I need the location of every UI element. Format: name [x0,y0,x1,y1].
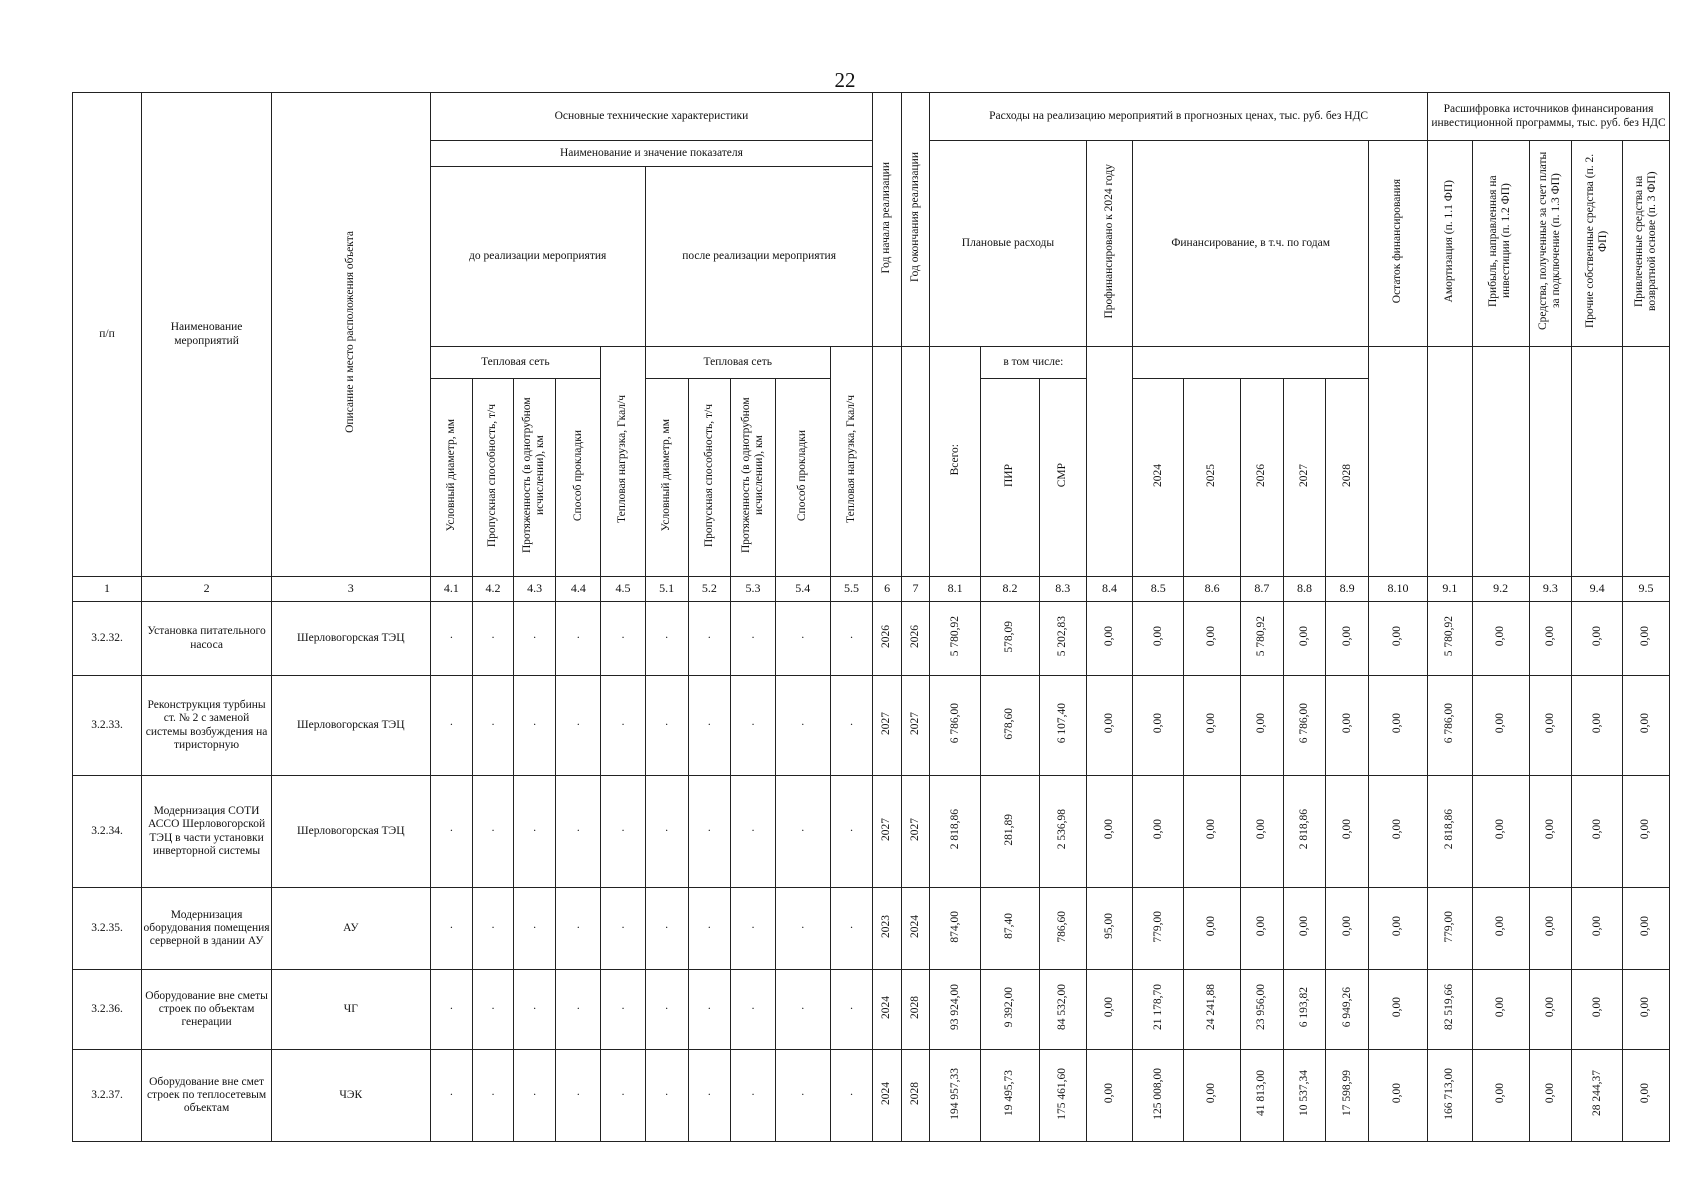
year-2028-cell: 17 598,99 [1326,1050,1369,1142]
start-year-cell: 2027 [873,676,901,776]
year-2025-header: 2025 [1184,379,1241,577]
year-2024-header: 2024 [1133,379,1184,577]
end-year-cell: 2026 [901,602,929,676]
year-2025-cell: 0,00 [1184,888,1241,970]
prefinanced-cell: 0,00 [1086,970,1133,1050]
pir-cell: 578,09 [981,602,1040,676]
object-location: ЧЭК [272,1050,430,1142]
empty-indicator: · [688,888,731,970]
year-2026-cell: 0,00 [1241,776,1284,888]
empty-indicator: · [775,602,830,676]
remaining-blank [1368,347,1427,577]
profit-cell: 0,00 [1472,888,1529,970]
year-2028-header: 2028 [1326,379,1369,577]
index-cell: 4.4 [556,577,601,602]
start-year-cell: 2023 [873,888,901,970]
empty-indicator: · [775,676,830,776]
empty-indicator: · [688,602,731,676]
index-cell: 8.3 [1039,577,1086,602]
measure-name: Установка питательного насоса [142,602,272,676]
table-row [73,1050,1670,1142]
index-cell: 9.2 [1472,577,1529,602]
index-cell: 8.5 [1133,577,1184,602]
own-header: Прочие собственные средства (п. 2. ФП) [1572,141,1623,347]
year-2025-cell: 0,00 [1184,776,1241,888]
pir-header: ПИР [981,379,1040,577]
table-row [73,776,1670,888]
index-cell: 5.2 [688,577,731,602]
empty-indicator: · [830,888,873,970]
remaining-cell: 0,00 [1368,970,1427,1050]
index-cell: 8.6 [1184,577,1241,602]
funding-header: Расшифровка источников финансирования инвестиционной программы, тыс. руб. без НДС [1428,93,1670,141]
amort-cell: 2 818,86 [1428,776,1473,888]
total-cell: 194 957,33 [930,1050,981,1142]
own-cell: 28 244,37 [1572,1050,1623,1142]
empty-indicator: · [556,602,601,676]
fees-cell: 0,00 [1529,1050,1572,1142]
total-cell: 5 780,92 [930,602,981,676]
length-before-header: Протяженность (в однотрубном исчислении), км [513,379,556,577]
prefinanced-cell: 0,00 [1086,676,1133,776]
empty-indicator: · [556,776,601,888]
empty-indicator: · [645,776,688,888]
col-desc-header: Описание и место расположения объекта [272,93,430,577]
amort-cell: 5 780,92 [1428,602,1473,676]
year-2028-cell: 0,00 [1326,602,1369,676]
measure-name: Модернизация оборудования помещения серверной в здании АУ [142,888,272,970]
empty-indicator: · [556,1050,601,1142]
investment-program-table [72,92,1670,1142]
index-cell: 9.5 [1623,577,1670,602]
pir-cell: 19 495,73 [981,1050,1040,1142]
object-location: АУ [272,888,430,970]
year-end-header: Год окончания реализации [901,93,929,347]
index-cell: 5.5 [830,577,873,602]
own-cell: 0,00 [1572,776,1623,888]
empty-indicator: · [473,676,514,776]
col-num-header: п/п [73,93,142,577]
before-header: до реализации мероприятия [430,167,645,347]
profit-cell: 0,00 [1472,676,1529,776]
year-2026-cell: 0,00 [1241,676,1284,776]
capacity-before-header: Пропускная способность, т/ч [473,379,514,577]
year-2024-cell: 125 008,00 [1133,1050,1184,1142]
empty-indicator: · [688,1050,731,1142]
empty-indicator: · [775,1050,830,1142]
year-2026-cell: 5 780,92 [1241,602,1284,676]
empty-indicator: · [513,888,556,970]
object-location: Шерловогорская ТЭЦ [272,602,430,676]
remaining-cell: 0,00 [1368,1050,1427,1142]
empty-indicator: · [473,602,514,676]
prefinanced-cell: 0,00 [1086,602,1133,676]
index-cell: 8.1 [930,577,981,602]
including-header: в том числе: [981,347,1087,379]
index-cell: 8.8 [1283,577,1326,602]
year-2028-cell: 0,00 [1326,776,1369,888]
smr-cell: 2 536,98 [1039,776,1086,888]
prefinanced-cell: 0,00 [1086,1050,1133,1142]
borrowed-cell: 0,00 [1623,676,1670,776]
smr-cell: 5 202,83 [1039,602,1086,676]
year-2024-cell: 0,00 [1133,776,1184,888]
method-before-header: Способ прокладки [556,379,601,577]
empty-indicator: · [645,1050,688,1142]
end-year-cell: 2028 [901,1050,929,1142]
index-cell: 4.3 [513,577,556,602]
tech-char-header: Основные технические характеристики [430,93,873,141]
empty-indicator: · [601,676,646,776]
capacity-after-header: Пропускная способность, т/ч [688,379,731,577]
amort-blank [1428,347,1473,577]
fees-blank [1529,347,1572,577]
row-number: 3.2.35. [73,888,142,970]
year-2028-cell: 0,00 [1326,676,1369,776]
heat-net-before-header: Тепловая сеть [430,347,601,379]
remaining-cell: 0,00 [1368,776,1427,888]
prefinanced-header: Профинансировано к 2024 году [1086,141,1133,347]
index-cell: 9.1 [1428,577,1473,602]
amort-header: Амортизация (п. 1.1 ФП) [1428,141,1473,347]
borrowed-header: Привлеченные средства на возвратной основе (п. 3 ФП) [1623,141,1670,347]
end-year-cell: 2027 [901,776,929,888]
empty-indicator: · [731,602,776,676]
year-2027-header: 2027 [1283,379,1326,577]
start-year-cell: 2024 [873,970,901,1050]
empty-indicator: · [731,776,776,888]
total-cell: 874,00 [930,888,981,970]
year-2025-cell: 0,00 [1184,676,1241,776]
load-after-header: Тепловая нагрузка, Гкал/ч [830,347,873,577]
empty-indicator: · [601,888,646,970]
empty-indicator: · [430,676,473,776]
table-row [73,970,1670,1050]
index-cell: 8.2 [981,577,1040,602]
empty-indicator: · [513,776,556,888]
fees-cell: 0,00 [1529,602,1572,676]
empty-indicator: · [731,970,776,1050]
empty-indicator: · [513,1050,556,1142]
index-cell: 4.5 [601,577,646,602]
index-cell: 7 [901,577,929,602]
year-2026-cell: 41 813,00 [1241,1050,1284,1142]
profit-cell: 0,00 [1472,602,1529,676]
pir-cell: 678,60 [981,676,1040,776]
year-2027-cell: 2 818,86 [1283,776,1326,888]
object-location: ЧГ [272,970,430,1050]
empty-indicator: · [556,970,601,1050]
empty-indicator: · [775,970,830,1050]
amort-cell: 82 519,66 [1428,970,1473,1050]
empty-indicator: · [830,676,873,776]
index-cell: 6 [873,577,901,602]
start-year-cell: 2024 [873,1050,901,1142]
empty-indicator: · [645,602,688,676]
profit-header: Прибыль, направленная на инвестиции (п. 1.2 ФП) [1472,141,1529,347]
row-number: 3.2.37. [73,1050,142,1142]
fees-cell: 0,00 [1529,676,1572,776]
row-number: 3.2.34. [73,776,142,888]
fees-cell: 0,00 [1529,970,1572,1050]
col-name-header: Наименование мероприятий [142,93,272,577]
empty-indicator: · [601,970,646,1050]
year-2025-cell: 0,00 [1184,1050,1241,1142]
table-row [73,888,1670,970]
total-header: Всего: [930,347,981,577]
year-2025-cell: 0,00 [1184,602,1241,676]
empty-indicator: · [830,776,873,888]
empty-indicator: · [430,1050,473,1142]
index-cell: 2 [142,577,272,602]
measure-name: Оборудование вне смет строек по теплосетевым объектам [142,1050,272,1142]
empty-indicator: · [830,1050,873,1142]
object-location: Шерловогорская ТЭЦ [272,776,430,888]
borrowed-cell: 0,00 [1623,602,1670,676]
smr-cell: 175 461,60 [1039,1050,1086,1142]
amort-cell: 6 786,00 [1428,676,1473,776]
year-2027-cell: 0,00 [1283,602,1326,676]
row-number: 3.2.33. [73,676,142,776]
empty-indicator: · [473,776,514,888]
smr-header: СМР [1039,379,1086,577]
profit-cell: 0,00 [1472,970,1529,1050]
own-cell: 0,00 [1572,970,1623,1050]
measure-name: Модернизация СОТИ АССО Шерловогорской ТЭЦ в части установки инверторной системы [142,776,272,888]
empty-indicator: · [645,888,688,970]
own-cell: 0,00 [1572,676,1623,776]
smr-cell: 786,60 [1039,888,1086,970]
diam-after-header: Условный диаметр, мм [645,379,688,577]
empty-indicator: · [513,676,556,776]
empty-indicator: · [688,970,731,1050]
page-number: 22 [834,68,856,92]
index-cell: 8.7 [1241,577,1284,602]
own-cell: 0,00 [1572,888,1623,970]
year-2027-cell: 0,00 [1283,888,1326,970]
after-header: после реализации мероприятия [645,167,873,347]
year-2026-header: 2026 [1241,379,1284,577]
total-cell: 6 786,00 [930,676,981,776]
index-cell: 3 [272,577,430,602]
empty-indicator: · [601,1050,646,1142]
year-start-header: Год начала реализации [873,93,901,347]
remaining-cell: 0,00 [1368,676,1427,776]
prefinanced-blank [1086,347,1133,577]
year-2024-cell: 779,00 [1133,888,1184,970]
heat-net-after-header: Тепловая сеть [645,347,830,379]
remaining-cell: 0,00 [1368,602,1427,676]
pir-cell: 87,40 [981,888,1040,970]
year-2026-cell: 0,00 [1241,888,1284,970]
year-2027-cell: 6 786,00 [1283,676,1326,776]
pir-cell: 281,89 [981,776,1040,888]
index-cell: 8.4 [1086,577,1133,602]
empty-indicator: · [731,888,776,970]
expenses-header: Расходы на реализацию мероприятий в прогнозных ценах, тыс. руб. без НДС [930,93,1428,141]
year-end-blank [901,347,929,577]
object-location: Шерловогорская ТЭЦ [272,676,430,776]
year-2025-cell: 24 241,88 [1184,970,1241,1050]
empty-indicator: · [688,676,731,776]
empty-indicator: · [830,970,873,1050]
fees-header: Средства, полученные за счет платы за подключение (п. 1.3 ФП) [1529,141,1572,347]
total-cell: 93 924,00 [930,970,981,1050]
amort-cell: 779,00 [1428,888,1473,970]
start-year-cell: 2027 [873,776,901,888]
empty-indicator: · [601,776,646,888]
remaining-header: Остаток финансирования [1368,141,1427,347]
empty-indicator: · [830,602,873,676]
empty-indicator: · [473,970,514,1050]
empty-indicator: · [556,888,601,970]
end-year-cell: 2027 [901,676,929,776]
empty-indicator: · [775,776,830,888]
smr-cell: 84 532,00 [1039,970,1086,1050]
empty-indicator: · [601,602,646,676]
borrowed-cell: 0,00 [1623,888,1670,970]
load-before-header: Тепловая нагрузка, Гкал/ч [601,347,646,577]
empty-indicator: · [731,1050,776,1142]
smr-cell: 6 107,40 [1039,676,1086,776]
empty-indicator: · [473,1050,514,1142]
length-after-header: Протяженность (в однотрубном исчислении), км [731,379,776,577]
index-cell: 9.4 [1572,577,1623,602]
profit-cell: 0,00 [1472,776,1529,888]
table-row [73,602,1670,676]
start-year-cell: 2026 [873,602,901,676]
diam-before-header: Условный диаметр, мм [430,379,473,577]
fees-cell: 0,00 [1529,776,1572,888]
index-cell: 5.1 [645,577,688,602]
year-2028-cell: 6 949,26 [1326,970,1369,1050]
end-year-cell: 2028 [901,970,929,1050]
measure-name: Реконструкция турбины ст. № 2 с заменой системы возбуждения на тиристорную [142,676,272,776]
year-start-blank [873,347,901,577]
planned-header: Плановые расходы [930,141,1086,347]
borrowed-blank [1623,347,1670,577]
year-2028-cell: 0,00 [1326,888,1369,970]
indicator-header: Наименование и значение показателя [430,141,873,167]
fees-cell: 0,00 [1529,888,1572,970]
index-cell: 1 [73,577,142,602]
total-cell: 2 818,86 [930,776,981,888]
index-cell: 4.2 [473,577,514,602]
method-after-header: Способ прокладки [775,379,830,577]
empty-indicator: · [513,602,556,676]
year-2024-cell: 21 178,70 [1133,970,1184,1050]
empty-indicator: · [430,888,473,970]
empty-indicator: · [430,970,473,1050]
empty-indicator: · [645,676,688,776]
year-2026-cell: 23 956,00 [1241,970,1284,1050]
index-cell: 9.3 [1529,577,1572,602]
year-2027-cell: 6 193,82 [1283,970,1326,1050]
years-blank [1133,347,1369,379]
empty-indicator: · [473,888,514,970]
year-2024-cell: 0,00 [1133,676,1184,776]
borrowed-cell: 0,00 [1623,970,1670,1050]
empty-indicator: · [645,970,688,1050]
measure-name: Оборудование вне сметы строек по объектам генерации [142,970,272,1050]
pir-cell: 9 392,00 [981,970,1040,1050]
prefinanced-cell: 95,00 [1086,888,1133,970]
empty-indicator: · [556,676,601,776]
borrowed-cell: 0,00 [1623,1050,1670,1142]
year-2027-cell: 10 537,34 [1283,1050,1326,1142]
index-cell: 5.4 [775,577,830,602]
prefinanced-cell: 0,00 [1086,776,1133,888]
borrowed-cell: 0,00 [1623,776,1670,888]
amort-cell: 166 713,00 [1428,1050,1473,1142]
own-cell: 0,00 [1572,602,1623,676]
empty-indicator: · [430,602,473,676]
own-blank [1572,347,1623,577]
row-number: 3.2.32. [73,602,142,676]
index-cell: 8.10 [1368,577,1427,602]
end-year-cell: 2024 [901,888,929,970]
column-index-row [73,577,1670,602]
empty-indicator: · [731,676,776,776]
index-cell: 5.3 [731,577,776,602]
profit-blank [1472,347,1529,577]
empty-indicator: · [775,888,830,970]
empty-indicator: · [513,970,556,1050]
empty-indicator: · [688,776,731,888]
index-cell: 8.9 [1326,577,1369,602]
year-2024-cell: 0,00 [1133,602,1184,676]
financing-years-header: Финансирование, в т.ч. по годам [1133,141,1369,347]
row-number: 3.2.36. [73,970,142,1050]
index-cell: 4.1 [430,577,473,602]
empty-indicator: · [430,776,473,888]
profit-cell: 0,00 [1472,1050,1529,1142]
remaining-cell: 0,00 [1368,888,1427,970]
table-row [73,676,1670,776]
